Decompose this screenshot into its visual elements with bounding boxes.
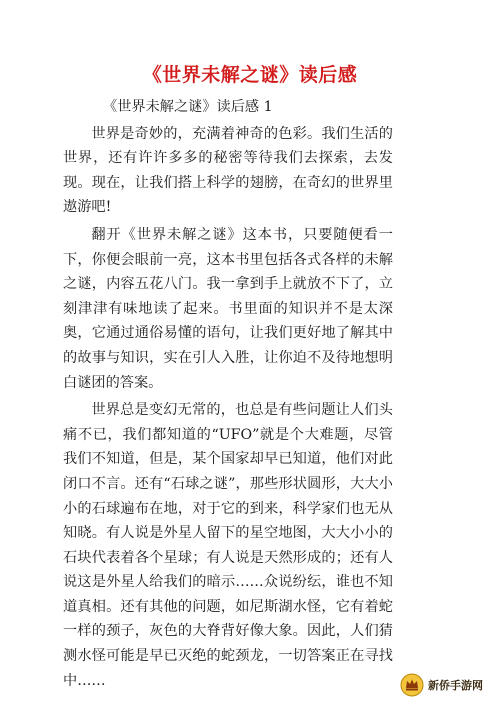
- crown-logo-icon: [400, 673, 424, 697]
- watermark-text: 新侨手游网: [428, 679, 483, 692]
- document-subtitle: 《世界未解之谜》读后感 1: [103, 99, 273, 115]
- document-body: [63, 95, 393, 696]
- paragraph-3: 世界总是变幻无常的，也总是有些问题让人们头痛不已，我们都知道的“UFO”就是个大难题，尽管我们不知道，但是，某个国家却早已知道，他们对此闭口不言。还有“石球之谜”，那些形状圆形，大大小小的石球遍布在地，对于它的到来，科学家们也无从知晓。有人说是外星人留下的星空地图，大大小小的石块代表着各个星球；有人说是天然形成的；还有人说这是外星人给我们的暗示……众说纷纭，谁也不知道真相。还有其他的问题，如尼斯湖水怪，它有着蛇一样的颈子，灰色的大脊背好像大象。因此，人们猜测水怪可能是早已灭绝的蛇颈龙，一切答案正在寻找中……: [63, 402, 393, 689]
- site-watermark: [396, 670, 492, 700]
- paragraph-1: 世界是奇妙的，充满着神奇的色彩。我们生活的世界，还有许许多多的秘密等待我们去探索，去发现。现在，让我们搭上科学的翅膀，在奇幻的世界里遨游吧!: [63, 125, 393, 216]
- document-title: 《世界未解之谜》读后感: [142, 64, 358, 86]
- paragraph-2: 翻开《世界未解之谜》这本书，只要随便看一下，你便会眼前一亮，这本书里包括各式各样的未解之谜，内容五花八门。我一拿到手上就放不下了，立刻津津有味地读了起来。书里面的知识并不是太深奥，它通过通俗易懂的语句，让我们更好地了解其中的故事与知识，实在引人入胜，让你迫不及待地想明白谜团的答案。: [63, 226, 393, 391]
